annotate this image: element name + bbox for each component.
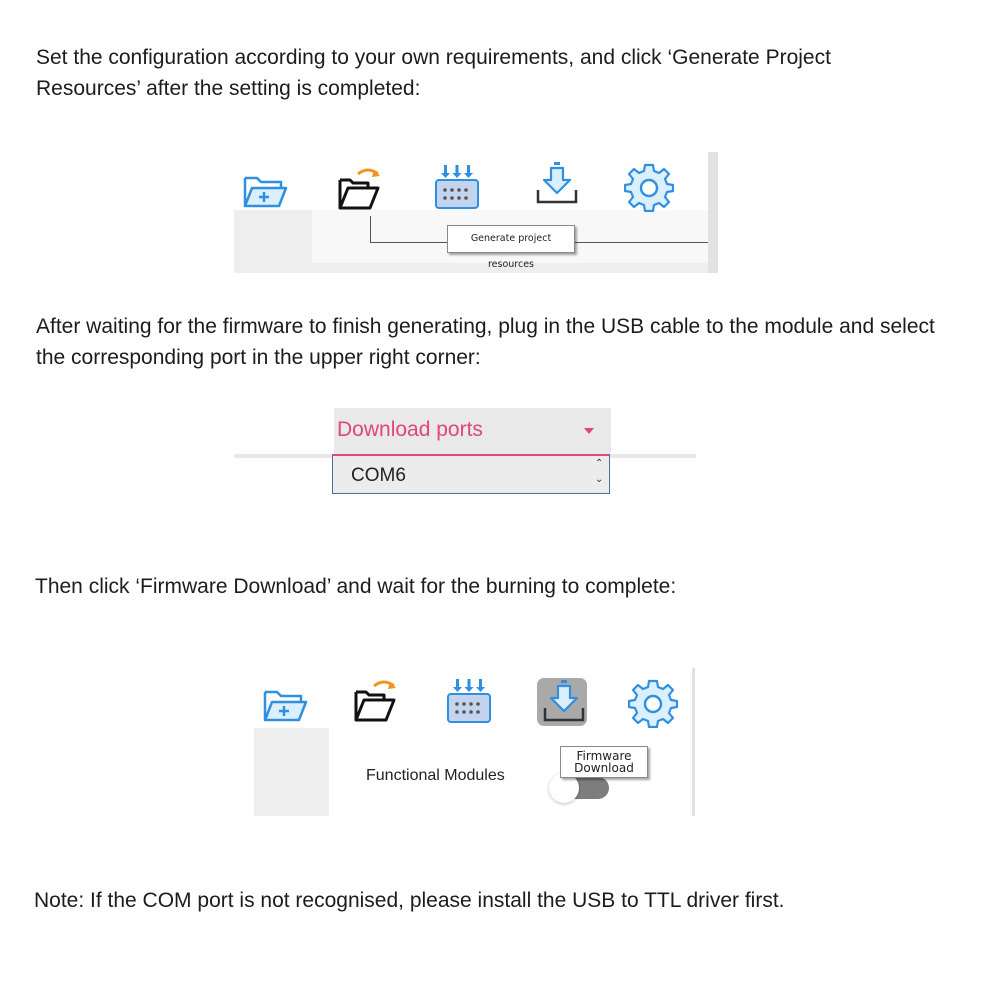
tooltip-connector <box>370 216 371 242</box>
download-ports-screenshot <box>234 408 696 496</box>
stepper-down-icon[interactable]: ⌄ <box>595 474 604 485</box>
generate-resources-icon[interactable] <box>432 162 482 212</box>
firmware-download-button[interactable] <box>537 678 587 726</box>
firmware-download-icon <box>539 678 589 728</box>
open-project-icon[interactable] <box>350 676 400 726</box>
open-project-icon[interactable] <box>334 164 384 214</box>
dropdown-arrow-icon <box>584 428 594 434</box>
download-ports-header[interactable] <box>334 408 611 454</box>
stepper-up-icon[interactable]: ⌃ <box>595 458 604 469</box>
instruction-step1: Set the configuration according to your own requirements, and click ‘Generate Project Resources’ after the setting is completed: <box>36 46 831 100</box>
download-icon[interactable] <box>532 160 582 210</box>
toolbar-screenshot-firmware <box>254 668 695 816</box>
settings-icon[interactable] <box>624 162 674 212</box>
new-project-icon[interactable] <box>240 166 290 216</box>
instruction-step2: After waiting for the firmware to finish generating, plug in the USB cable to the module and select the corresponding port in the upper right corner: <box>36 315 935 369</box>
driver-note: Note: If the COM port is not recognised, please install the USB to TTL driver first. <box>34 889 785 912</box>
port-select-value: COM6 <box>351 465 406 486</box>
settings-icon[interactable] <box>628 678 678 728</box>
port-select[interactable] <box>332 454 610 494</box>
download-ports-label: Download ports <box>337 418 483 441</box>
firmware-download-tooltip: Firmware Download <box>560 746 648 778</box>
generate-resources-icon[interactable] <box>444 676 494 726</box>
toolbar-screenshot-generate <box>234 152 718 273</box>
generate-resources-tooltip: Generate project resources <box>447 225 575 253</box>
functional-modules-label: Functional Modules <box>366 767 505 784</box>
module-toggle[interactable] <box>551 777 609 799</box>
instruction-step3: Then click ‘Firmware Download’ and wait for the burning to complete: <box>35 575 677 598</box>
new-project-icon[interactable] <box>260 680 310 730</box>
